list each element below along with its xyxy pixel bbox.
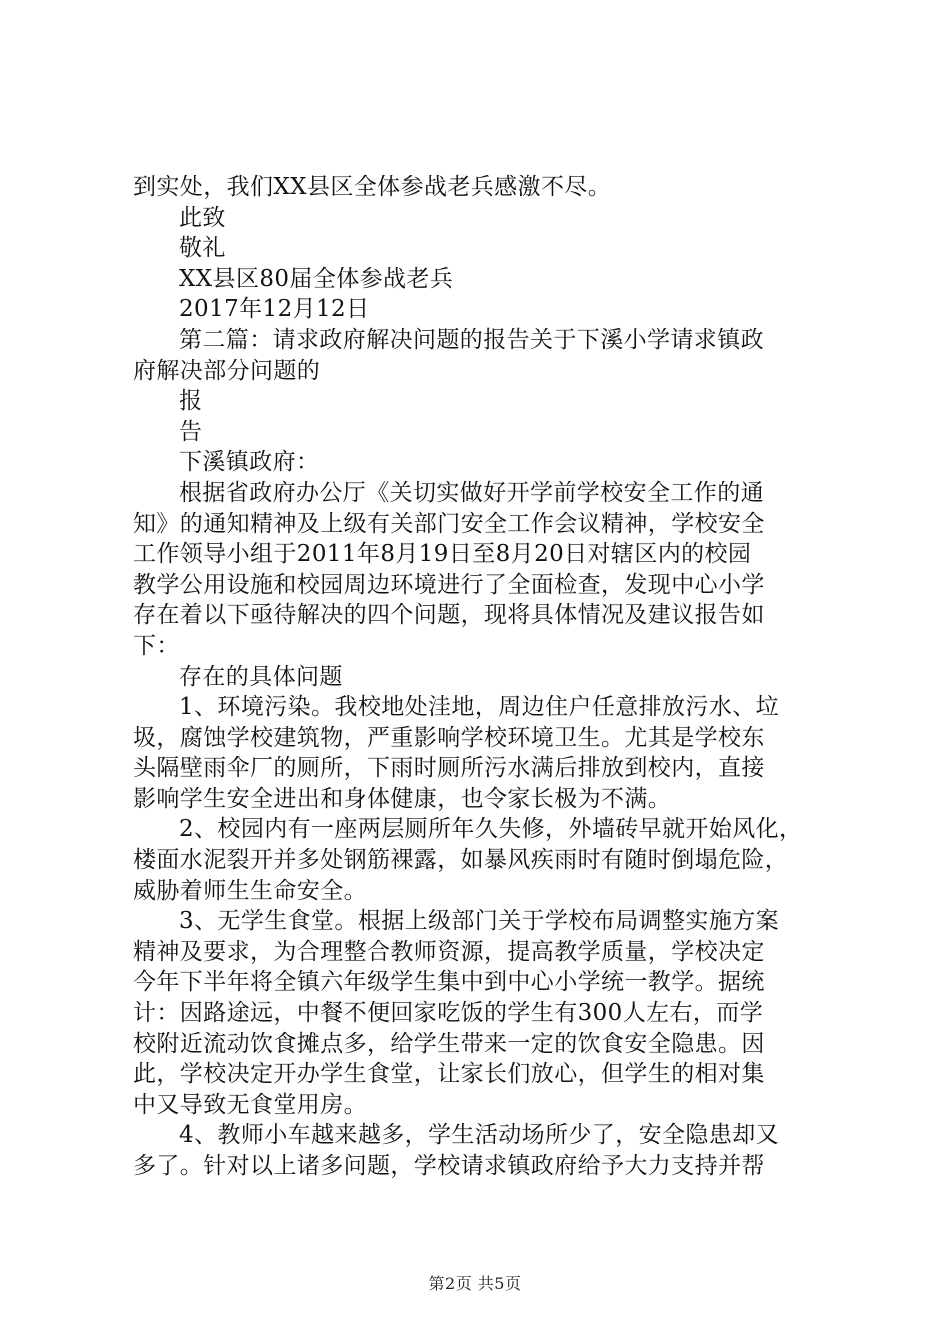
- text-line: 报: [179, 388, 203, 415]
- text-line: 计：因路途远，中餐不便回家吃饭的学生有300人左右，而学: [133, 1000, 764, 1027]
- text-line: 根据省政府办公厅《关切实做好开学前学校安全工作的通: [179, 479, 764, 506]
- text-line: 此致: [179, 204, 226, 231]
- text-line: 存在着以下亟待解决的四个问题，现将具体情况及建议报告如: [133, 602, 765, 629]
- text-line: 此，学校决定开办学生食堂，让家长们放心，但学生的相对集: [133, 1061, 765, 1088]
- text-line: 威胁着师生生命安全。: [133, 877, 367, 904]
- text-line: 下：: [133, 632, 180, 659]
- text-line: 敬礼: [179, 235, 226, 262]
- text-line: 第二篇：请求政府解决问题的报告关于下溪小学请求镇政: [179, 326, 764, 353]
- text-line: 到实处，我们XX县区全体参战老兵感激不尽。: [133, 174, 612, 200]
- text-line: 告: [179, 418, 203, 445]
- text-line: 教学公用设施和校园周边环境进行了全面检查，发现中心小学: [133, 571, 765, 598]
- text-line: 影响学生安全进出和身体健康，也令家长极为不满。: [133, 785, 672, 812]
- text-line: 下溪镇政府：: [179, 449, 320, 476]
- text-line: 中又导致无食堂用房。: [133, 1091, 367, 1118]
- text-line: 存在的具体问题: [179, 663, 343, 690]
- text-line: 2、校园内有一座两层厕所年久失修，外墙砖早就开始风化，: [179, 816, 803, 843]
- text-line: 校附近流动饮食摊点多，给学生带来一定的饮食安全隐患。因: [133, 1030, 765, 1057]
- text-line: 头隔壁雨伞厂的厕所，下雨时厕所污水满后排放到校内，直接: [133, 755, 765, 782]
- text-line: 3、无学生食堂。根据上级部门关于学校布局调整实施方案: [179, 908, 780, 935]
- text-line: 今年下半年将全镇六年级学生集中到中心小学统一教学。据统: [133, 969, 765, 996]
- text-line: 2017年12月12日: [179, 296, 370, 323]
- text-line: 府解决部分问题的: [133, 357, 321, 384]
- text-line: XX县区80届全体参战老兵: [179, 265, 454, 292]
- text-line: 圾，腐蚀学校建筑物，严重影响学校环境卫生。尤其是学校东: [133, 724, 765, 751]
- text-line: 楼面水泥裂开并多处钢筋裸露，如暴风疾雨时有随时倒塌危险，: [133, 847, 789, 874]
- page-footer: 第2页 共5页: [428, 1274, 522, 1293]
- text-line: 知》的通知精神及上级有关部门安全工作会议精神，学校安全: [133, 510, 765, 537]
- document-body: [133, 172, 833, 1182]
- text-line: 工作领导小组于2011年8月19日至8月20日对辖区内的校园: [133, 541, 752, 568]
- text-line: 4、教师小车越来越多，学生活动场所少了，安全隐患却又: [179, 1122, 780, 1149]
- text-line: 精神及要求，为合理整合教师资源，提高教学质量，学校决定: [133, 938, 765, 965]
- text-line: 1、环境污染。我校地处洼地，周边住户任意排放污水、垃: [179, 694, 780, 721]
- text-line: 多了。针对以上诸多问题，学校请求镇政府给予大力支持并帮: [133, 1153, 765, 1179]
